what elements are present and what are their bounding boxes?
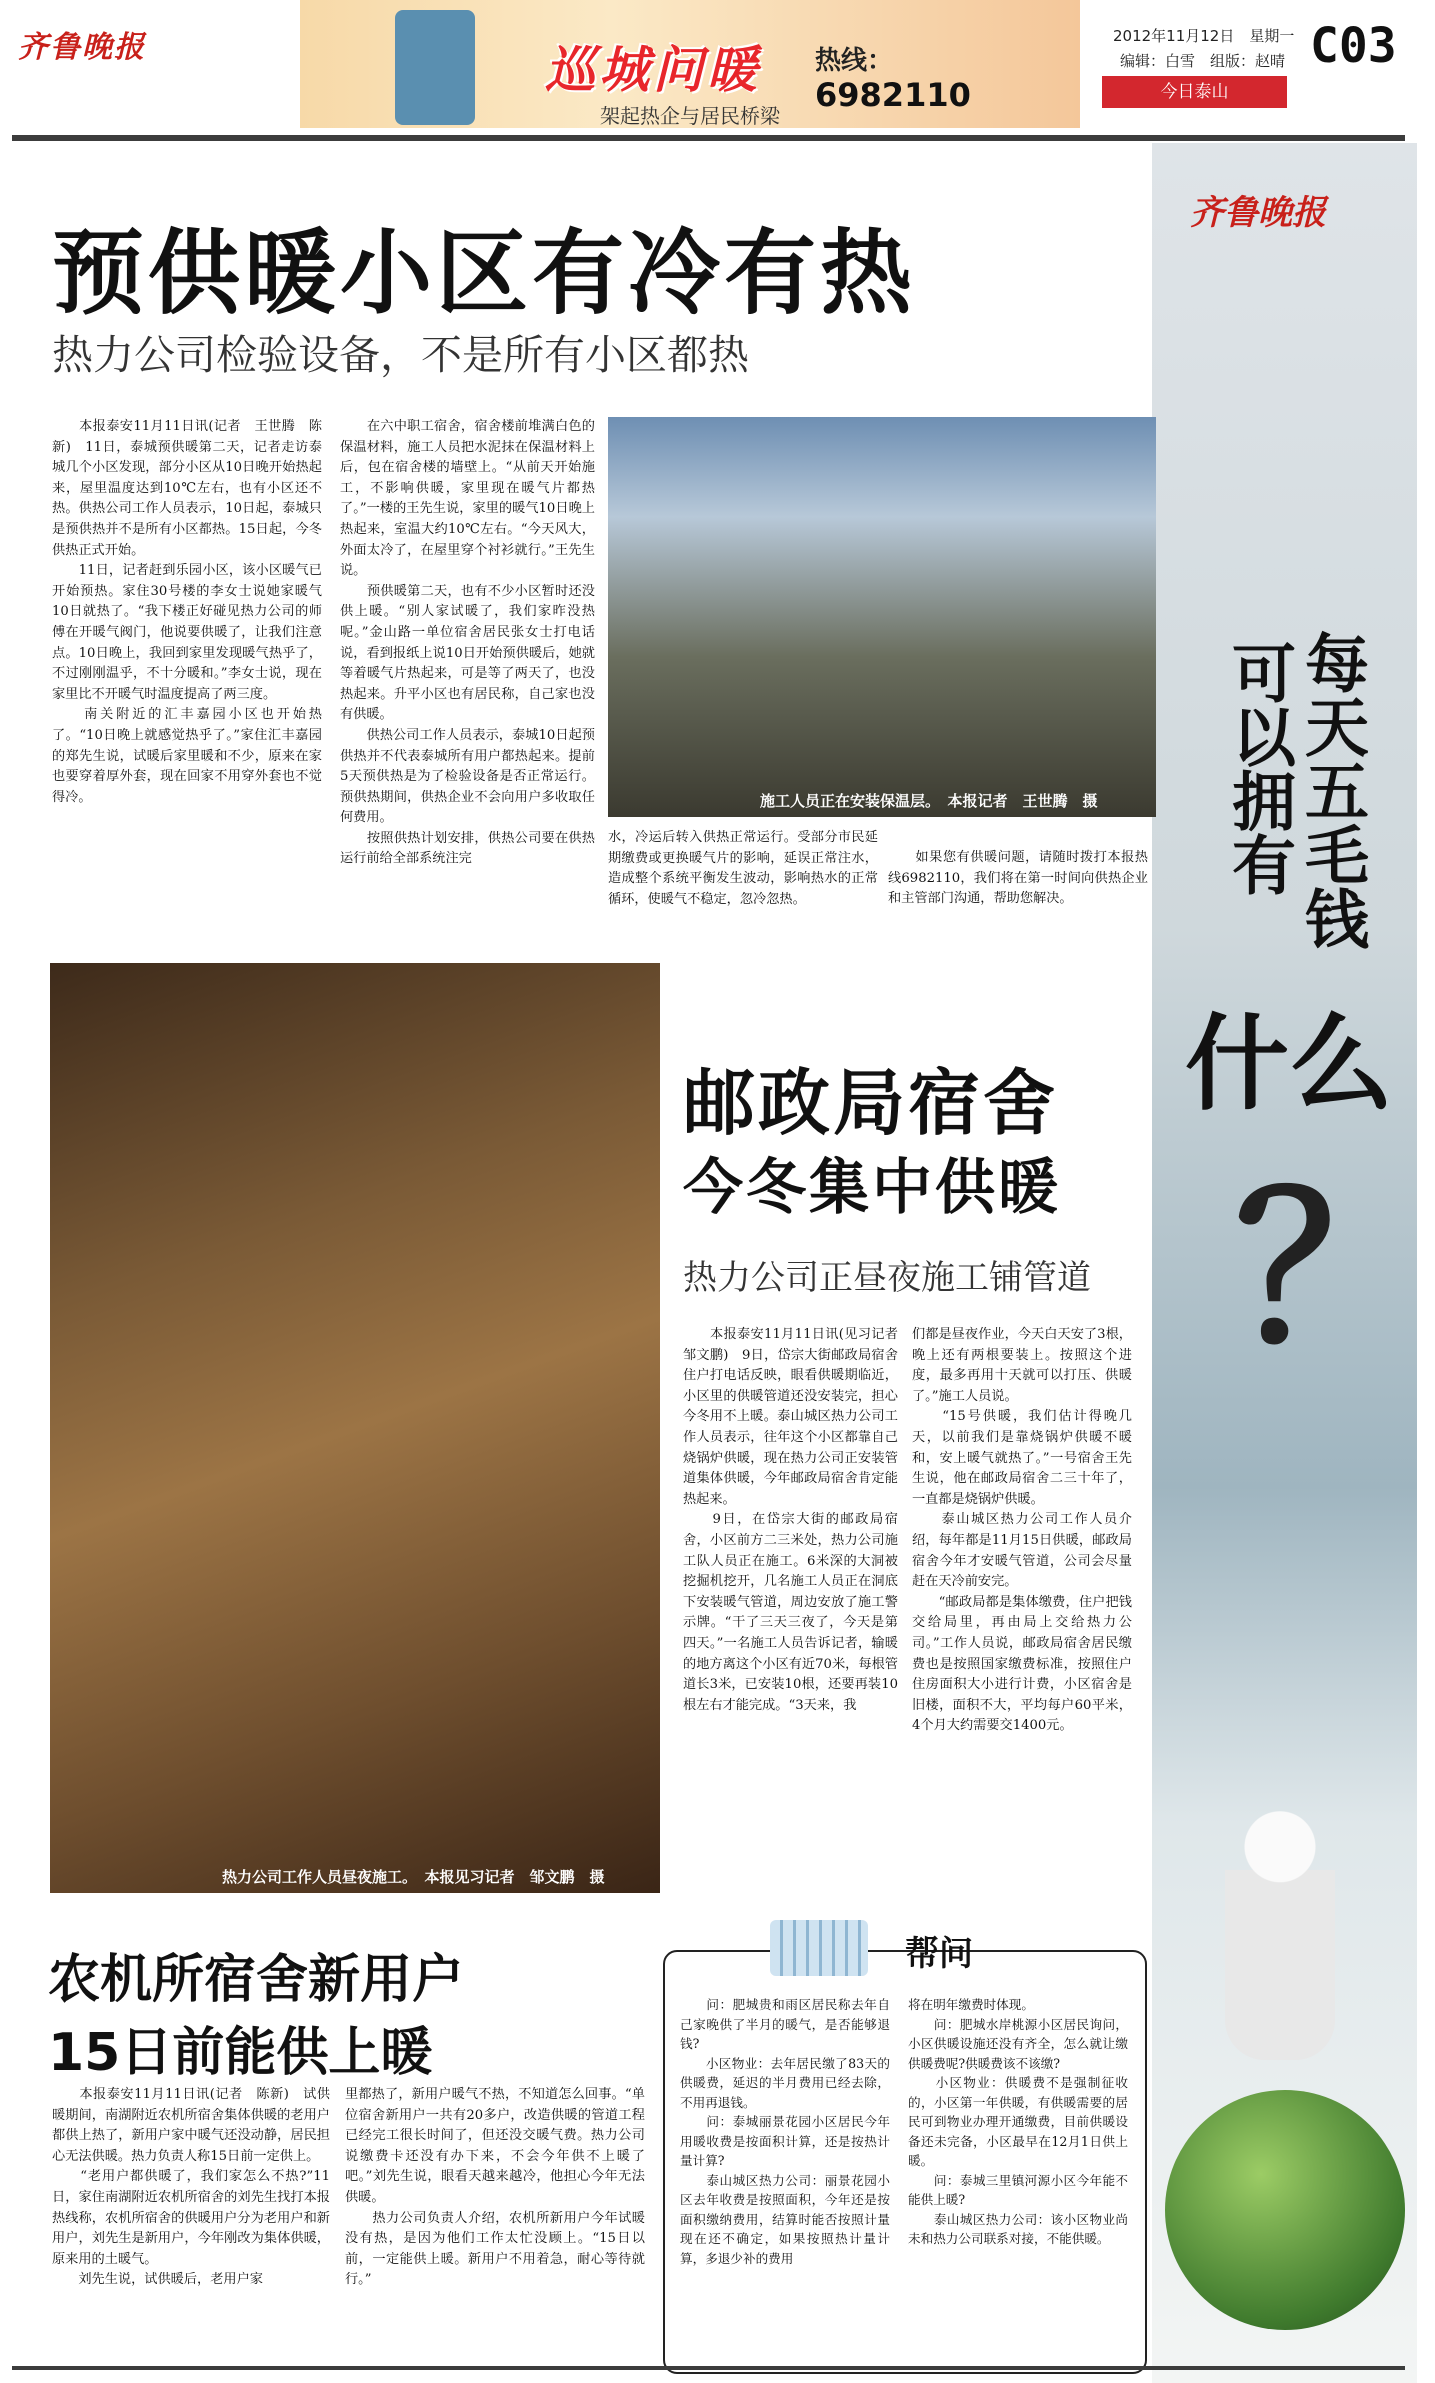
article2-subhead: 热力公司正昼夜施工铺管道	[683, 1258, 1091, 1298]
top-rule	[12, 135, 1405, 141]
help-title: 帮问	[905, 1934, 973, 1974]
help-column-1: 问：肥城贵和雨区居民称去年自己家晚供了半月的暖气，是否能够退钱? 小区物业：去年居民缴了83天的供暖费，延迟的半月费用已经去除，不用再退钱。 问：泰城丽景花园小区居民今年用暖收费是按面积计算，还是按热计量计算? 泰山城区热力公司：丽景花园小区去年收费是按照面积，今年还是按面积缴纳费用，结算时能否按照计量现在还不确定，如果按照热计量计算，多退少补的费用	[680, 1997, 890, 2266]
article3-column-1: 本报泰安11月11日讯(记者 陈新) 试供暖期间，南湖附近农机所宿舍集体供暖的老用户都供上热了，新用户家中暖气还没动静，居民担心无法供暖。热力负责人称15日前一定供上。 “老用户都供暖了，我们家怎么不热?”11日，家住南湖附近农机所宿舍的刘先生找打本报热线称，农机所宿舍的供暖用户分为老用户和新用户，刘先生是新用户，今年刚改为集体供暖，原来用的土暖气。 刘先生说，试供暖后，老用户家	[52, 2087, 330, 2288]
article1-photo	[608, 417, 1156, 817]
ad-logo: 齐鲁晚报	[1190, 193, 1326, 233]
article3-headline-line1: 农机所宿舍新用户	[48, 1950, 465, 2010]
newspaper-logo: 齐鲁晚报	[18, 30, 146, 65]
article1-column-1: 本报泰安11月11日讯(记者 王世腾 陈新) 11日，泰城预供暖第二天，记者走访泰城几个小区发现，部分小区从10日晚开始热起来，屋里温度达到10℃左右，也有小区还不热。供热公司工作人员表示，10日起，泰城只是预供热并不是所有小区都热。15日起，今冬供热正式开始。 11日，记者赶到乐园小区，该小区暖气已开始预热。家住30号楼的李女士说她家暖气10日就热了。“我下楼正好碰见热力公司的师傅在开暖气阀门，他说要供暖了，让我们注意点。10日晚上，我回到家里发现暖气热乎了，不过刚刚温乎，不十分暖和。”李女士说，现在家里比不开暖气时温度提高了两三度。 南关附近的汇丰嘉园小区也开始热了。“10日晚上就感觉热乎了。”家住汇丰嘉园的郑先生说，试暖后家里暖和不少，原来在家也要穿着厚外套，现在回家不用穿外套也不觉得冷。	[52, 419, 322, 805]
page-number: C03	[1310, 18, 1397, 74]
globe-image	[1165, 2090, 1405, 2330]
article2-headline-line2: 今冬集中供暖	[683, 1153, 1061, 1223]
ad-question-mark: ？	[1235, 1152, 1435, 1387]
ad-line-2: 可以拥有	[1221, 640, 1295, 896]
article2-column-1: 本报泰安11月11日讯(见习记者 邹文鹏) 9日，岱宗大街邮政局宿舍住户打电话反映，眼看供暖期临近，小区里的供暖管道还没安装完，担心今冬用不上暖。泰山城区热力公司工作人员表示，往年这个小区都靠自己烧锅炉供暖，现在热力公司正安装管道集体供暖，今年邮政局宿舍肯定能热起来。 9日，在岱宗大街的邮政局宿舍，小区前方二三米处，热力公司施工队人员正在施工。6米深的大洞被挖掘机挖开，几名施工人员正在洞底下安装暖气管道，周边安放了施工警示牌。“干了三天三夜了，今天是第四天。”一名施工人员告诉记者，输暖的地方离这个小区有近70米，每根管道长3米，已安装10根，还要再装10根左右才能完成。“3天来，我	[683, 1327, 898, 1713]
thinking-figure-image	[1225, 1800, 1335, 2060]
article1-column-3: 水，冷运后转入供热正常运行。受部分市民延期缴费或更换暖气片的影响，延误正常注水，造成整个系统平衡发生波动，影响热水的正常循环，使暖气不稳定，忽冷忽热。	[608, 830, 878, 907]
section-tag: 今日泰山	[1102, 76, 1287, 108]
banner-subtitle: 架起热企与居民桥梁	[600, 104, 780, 128]
article1-column-4: 如果您有供暖问题，请随时拨打本报热线6982110，我们将在第一时间向供热企业和主管部门沟通，帮助您解决。	[888, 850, 1148, 907]
article3-headline-line2: 15日前能供上暖	[48, 2023, 433, 2083]
issue-date: 2012年11月12日 星期一	[1113, 27, 1295, 45]
ad-what: 什么	[1185, 1003, 1394, 1125]
article1-headline: 预供暖小区有冷有热	[52, 220, 917, 327]
banner-title: 巡城问暖	[545, 41, 761, 99]
article1-subhead: 热力公司检验设备，不是所有小区都热	[52, 331, 749, 379]
radiator-icon	[770, 1920, 868, 1976]
article2-photo	[50, 963, 660, 1893]
article3-column-2: 里都热了，新用户暖气不热，不知道怎么回事。“单位宿舍新用户一共有20多户，改造供暖的管道工程已经完工很长时间了，但还没交暖气费。热力公司说缴费卡还没有办下来，不会今年供不上暖了吧。”刘先生说，眼看天越来越冷，他担心今年无法供暖。 热力公司负责人介绍，农机所新用户今年试暖没有热，是因为他们工作太忙没顾上。“15日以前，一定能供上暖。新用户不用着急，耐心等待就行。”	[345, 2087, 645, 2288]
hotline-number: 6982110	[815, 76, 971, 114]
article1-photo-caption: 施工人员正在安装保温层。 本报记者 王世腾 摄	[760, 792, 1098, 810]
worker-illustration	[395, 10, 475, 125]
hotline-label: 热线：	[815, 46, 894, 76]
help-column-2: 将在明年缴费时体现。 问：肥城水岸桃源小区居民询问，小区供暖设施还没有齐全，怎么就让缴供暖费呢?供暖费该不该缴? 小区物业：供暖费不是强制征收的，小区第一年供暖，有供暖需要的居民可到物业办理开通缴费，目前供暖设备还未完备，小区最早在12月1日供上暖。 问：泰城三里镇河源小区今年能不能供上暖? 泰山城区热力公司：该小区物业尚未和热力公司联系对接，不能供暖。	[908, 1997, 1128, 2246]
ad-line-1: 每天五毛钱	[1294, 630, 1368, 950]
article1-column-2: 在六中职工宿舍，宿舍楼前堆满白色的保温材料，施工人员把水泥抹在保温材料上后，包在宿舍楼的墙壁上。“从前天开始施工，不影响供暖，家里现在暖气片都热了。”一楼的王先生说，家里的暖气10日晚上热起来，室温大约10℃左右。“今天风大，外面太冷了，在屋里穿个衬衫就行。”王先生说。 预供暖第二天，也有不少小区暂时还没供上暖。“别人家试暖了，我们家昨没热呢。”金山路一单位宿舍居民张女士打电话说，看到报纸上说10日开始预供暖后，她就等着暖气片热起来，可是等了两天了，也没热起来。升平小区也有居民称，自己家也没有供暖。 供热公司工作人员表示，泰城10日起预供热并不代表泰城所有用户都热起来。提前5天预供热是为了检验设备是否正常运行。预供热期间，供热企业不会向用户多收取任何费用。 按照供热计划安排，供热公司要在供热运行前给全部系统注完	[340, 419, 595, 867]
article2-headline-line1: 邮政局宿舍	[683, 1061, 1059, 1145]
editors-line: 编辑：白雪 组版：赵晴	[1120, 52, 1286, 70]
bottom-rule	[12, 2366, 1405, 2370]
article2-photo-caption: 热力公司工作人员昼夜施工。 本报见习记者 邹文鹏 摄	[222, 1868, 605, 1886]
article2-column-2: 们都是昼夜作业，今天白天安了3根，晚上还有两根要装上。按照这个进度，最多再用十天就可以打压、供暖了。”施工人员说。 “15号供暖，我们估计得晚几天，以前我们是靠烧锅炉供暖不暖和，安上暖气就热了。”一号宿舍王先生说，他在邮政局宿舍二三十年了，一直都是烧锅炉供暖。 泰山城区热力公司工作人员介绍，每年都是11月15日供暖，邮政局宿舍今年才安暖气管道，公司会尽量赶在天冷前安完。 “邮政局都是集体缴费，住户把钱交给局里，再由局上交给热力公司。”工作人员说，邮政局宿舍居民缴费也是按照国家缴费标准，按照住户住房面积大小进行计费，小区宿舍是旧楼，面积不大，平均每户60平米，4个月大约需要交1400元。	[912, 1327, 1132, 1734]
